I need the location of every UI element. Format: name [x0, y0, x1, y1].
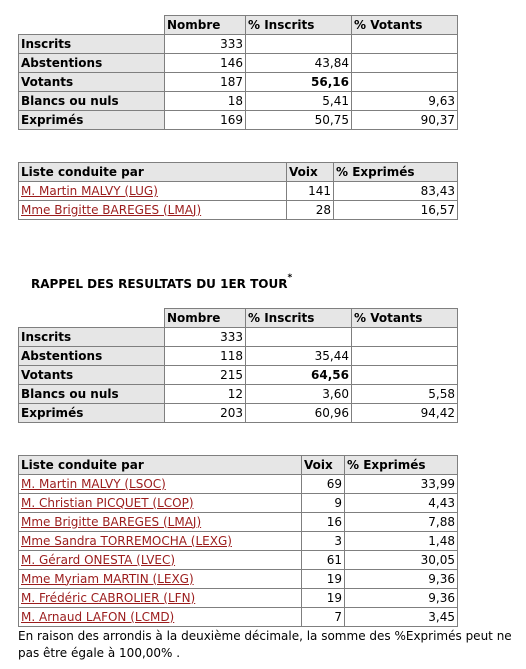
cell-pct-exprimes: 4,43 — [345, 494, 458, 513]
table-header-row — [19, 163, 458, 182]
cell-pct-inscrits — [246, 328, 352, 347]
header-pct-votants: % Votants — [352, 16, 458, 35]
candidate-link[interactable]: M. Martin MALVY (LUG) — [19, 182, 287, 201]
row-label: Blancs ou nuls — [19, 92, 165, 111]
cell-pct-inscrits — [246, 35, 352, 54]
cell-voix: 7 — [302, 608, 345, 627]
cell-pct-exprimes: 9,36 — [345, 570, 458, 589]
table-row — [19, 608, 458, 627]
table-row — [19, 182, 458, 201]
table-row — [19, 475, 458, 494]
table-row — [19, 201, 458, 220]
rappel-title: RAPPEL DES RESULTATS DU 1ER TOUR — [31, 277, 288, 291]
row-label: Votants — [19, 73, 165, 92]
table-row — [19, 347, 458, 366]
round2-lists-table — [18, 162, 458, 220]
cell-pct-exprimes: 3,45 — [345, 608, 458, 627]
cell-voix: 28 — [287, 201, 334, 220]
cell-pct-inscrits: 60,96 — [246, 404, 352, 423]
table-row — [19, 35, 458, 54]
candidate-link[interactable]: Mme Brigitte BAREGES (LMAJ) — [19, 201, 287, 220]
table-row — [19, 54, 458, 73]
blank-cell — [19, 309, 165, 328]
cell-voix: 19 — [302, 570, 345, 589]
cell-pct-exprimes: 83,43 — [334, 182, 458, 201]
table-row — [19, 92, 458, 111]
row-label: Exprimés — [19, 404, 165, 423]
cell-pct-exprimes: 33,99 — [345, 475, 458, 494]
cell-nombre: 215 — [165, 366, 246, 385]
header-voix: Voix — [302, 456, 345, 475]
cell-nombre: 333 — [165, 328, 246, 347]
table-row — [19, 551, 458, 570]
table-row — [19, 532, 458, 551]
cell-pct-inscrits: 56,16 — [246, 73, 352, 92]
row-label: Votants — [19, 366, 165, 385]
cell-nombre: 187 — [165, 73, 246, 92]
candidate-link[interactable]: Mme Sandra TORREMOCHA (LEXG) — [19, 532, 302, 551]
table-row — [19, 385, 458, 404]
cell-nombre: 12 — [165, 385, 246, 404]
header-liste: Liste conduite par — [19, 163, 287, 182]
cell-pct-exprimes: 16,57 — [334, 201, 458, 220]
round1-lists-table — [18, 455, 458, 627]
cell-nombre: 333 — [165, 35, 246, 54]
candidate-link[interactable]: M. Arnaud LAFON (LCMD) — [19, 608, 302, 627]
round2-summary-table — [18, 15, 458, 130]
cell-pct-inscrits: 35,44 — [246, 347, 352, 366]
table-row — [19, 111, 458, 130]
candidate-link[interactable]: M. Martin MALVY (LSOC) — [19, 475, 302, 494]
cell-pct-votants — [352, 73, 458, 92]
table-row — [19, 570, 458, 589]
rappel-heading — [31, 273, 293, 291]
candidate-link[interactable]: M. Gérard ONESTA (LVEC) — [19, 551, 302, 570]
cell-pct-votants: 5,58 — [352, 385, 458, 404]
footnote-mark: * — [287, 273, 293, 283]
cell-pct-exprimes: 30,05 — [345, 551, 458, 570]
cell-nombre: 18 — [165, 92, 246, 111]
cell-pct-votants: 90,37 — [352, 111, 458, 130]
candidate-link[interactable]: Mme Brigitte BAREGES (LMAJ) — [19, 513, 302, 532]
header-nombre: Nombre — [165, 16, 246, 35]
cell-pct-inscrits: 43,84 — [246, 54, 352, 73]
cell-pct-exprimes: 1,48 — [345, 532, 458, 551]
row-label: Inscrits — [19, 35, 165, 54]
table-row — [19, 366, 458, 385]
cell-voix: 3 — [302, 532, 345, 551]
cell-voix: 9 — [302, 494, 345, 513]
header-pct-exprimes: % Exprimés — [334, 163, 458, 182]
cell-pct-votants — [352, 54, 458, 73]
cell-nombre: 146 — [165, 54, 246, 73]
cell-pct-exprimes: 7,88 — [345, 513, 458, 532]
row-label: Inscrits — [19, 328, 165, 347]
cell-pct-votants — [352, 347, 458, 366]
row-label: Abstentions — [19, 347, 165, 366]
table-row — [19, 589, 458, 608]
cell-pct-votants: 9,63 — [352, 92, 458, 111]
row-label: Blancs ou nuls — [19, 385, 165, 404]
row-label: Abstentions — [19, 54, 165, 73]
cell-nombre: 118 — [165, 347, 246, 366]
cell-pct-votants — [352, 366, 458, 385]
table-row — [19, 328, 458, 347]
candidate-link[interactable]: M. Christian PICQUET (LCOP) — [19, 494, 302, 513]
cell-voix: 141 — [287, 182, 334, 201]
table-row — [19, 494, 458, 513]
cell-voix: 69 — [302, 475, 345, 494]
header-voix: Voix — [287, 163, 334, 182]
cell-pct-votants — [352, 328, 458, 347]
header-pct-votants: % Votants — [352, 309, 458, 328]
rounding-note: En raison des arrondis à la deuxième décimale, la somme des %Exprimés peut ne pas être égale à 100,00% . — [18, 629, 512, 660]
header-pct-inscrits: % Inscrits — [246, 309, 352, 328]
cell-pct-inscrits: 5,41 — [246, 92, 352, 111]
round1-summary-table — [18, 308, 458, 423]
table-header-row — [19, 309, 458, 328]
table-row — [19, 73, 458, 92]
cell-pct-votants — [352, 35, 458, 54]
cell-pct-votants: 94,42 — [352, 404, 458, 423]
cell-pct-inscrits: 64,56 — [246, 366, 352, 385]
cell-voix: 19 — [302, 589, 345, 608]
header-liste: Liste conduite par — [19, 456, 302, 475]
cell-nombre: 203 — [165, 404, 246, 423]
blank-cell — [19, 16, 165, 35]
table-row — [19, 404, 458, 423]
cell-nombre: 169 — [165, 111, 246, 130]
table-header-row — [19, 456, 458, 475]
row-label: Exprimés — [19, 111, 165, 130]
table-header-row — [19, 16, 458, 35]
cell-pct-inscrits: 3,60 — [246, 385, 352, 404]
candidate-link[interactable]: M. Frédéric CABROLIER (LFN) — [19, 589, 302, 608]
table-row — [19, 513, 458, 532]
header-nombre: Nombre — [165, 309, 246, 328]
header-pct-inscrits: % Inscrits — [246, 16, 352, 35]
candidate-link[interactable]: Mme Myriam MARTIN (LEXG) — [19, 570, 302, 589]
cell-voix: 16 — [302, 513, 345, 532]
header-pct-exprimes: % Exprimés — [345, 456, 458, 475]
cell-pct-exprimes: 9,36 — [345, 589, 458, 608]
cell-voix: 61 — [302, 551, 345, 570]
cell-pct-inscrits: 50,75 — [246, 111, 352, 130]
